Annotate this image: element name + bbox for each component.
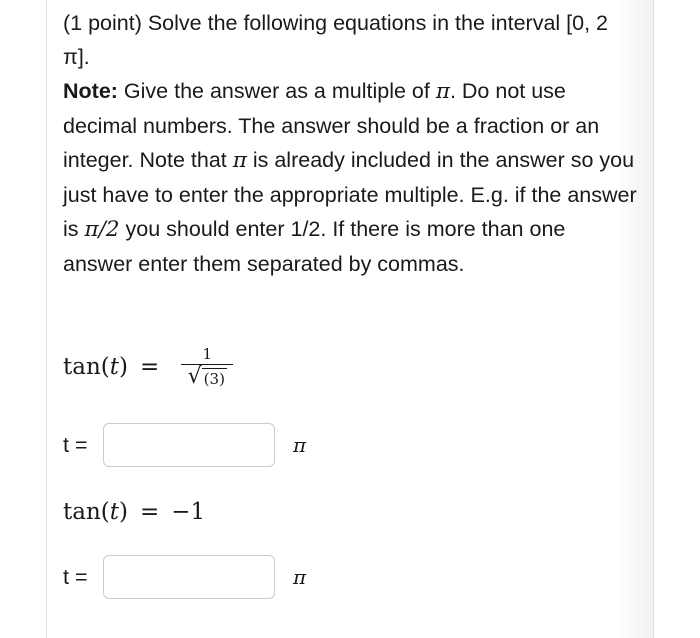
paren-close: ) [119,499,128,525]
equation-2 [63,492,205,532]
answer-1-input[interactable] [103,423,275,467]
answer-row-1 [63,420,306,470]
answer-2-label: t = [63,564,88,589]
problem-statement [63,6,638,281]
pi-symbol: π [435,79,450,104]
answer-1-pi-unit: π [293,433,307,457]
equation-2-var: t [109,499,120,525]
equation-1 [63,332,233,402]
equation-2-rhs: −1 [171,499,206,525]
note-text-4: you should enter 1/2. If there is more than one answer enter them separated by commas. [63,217,566,276]
answer-2-input[interactable] [103,555,275,599]
example-value: π/2 [84,217,120,242]
note-text-2: . Do not use decimal numbers. The answer should be a fraction or an integer. Note that [63,79,600,172]
sqrt-icon: √ [187,364,202,389]
paren-open: ( [100,354,110,380]
fraction-denominator [188,365,227,389]
answer-2-pi-unit: π [293,565,307,589]
radicand: (3) [203,370,225,388]
pi-symbol: π [232,148,247,173]
points-prefix: (1 point) Solve the following equations in the interval [63,11,561,35]
equation-1-var: t [109,354,120,380]
equation-2-func: tan [63,499,101,525]
equation-1-func: tan [63,354,101,380]
answer-row-2 [63,552,306,602]
note-text-1: Give the answer as a multiple of [117,79,436,103]
equals-sign: = [140,499,160,525]
paren-open: ( [100,499,110,525]
answer-1-label: t = [63,432,88,457]
note-text-3: is already included in the answer so you just have to enter the appropriate multiple. E.g. if the answer is [63,148,637,241]
equals-sign: = [140,354,160,380]
note-label: Note: [63,79,118,103]
problem-text [63,6,638,281]
fraction-numerator: 1 [202,345,213,363]
interval: [0, 2 π]. [63,11,609,69]
paren-close: ) [119,354,128,380]
fraction [181,345,233,389]
